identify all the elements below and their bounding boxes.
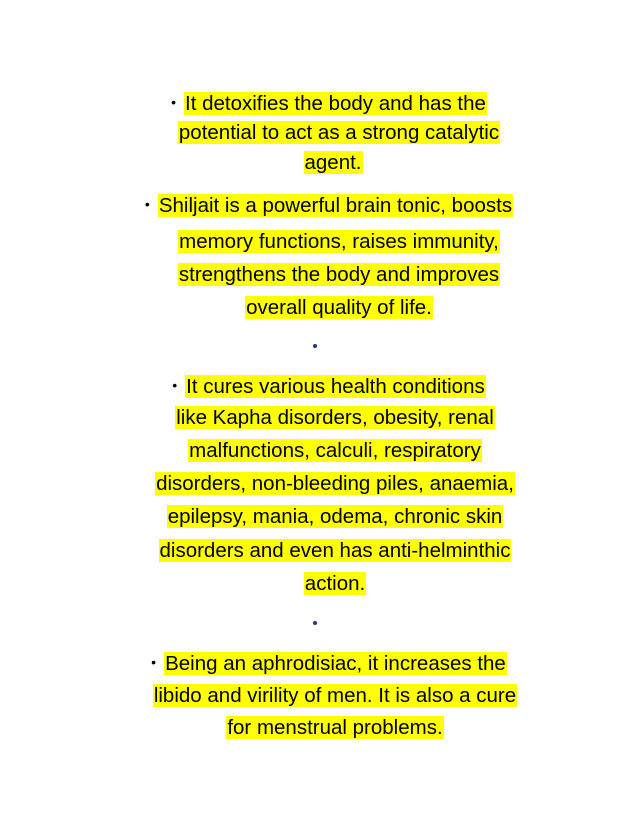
- bullet-item-4-line-3: for menstrual problems.: [227, 716, 443, 739]
- bullet-icon: •: [151, 654, 157, 670]
- bullet-item-2-line-3: strengthens the body and improves: [178, 263, 500, 286]
- separator-dot: [313, 621, 317, 625]
- bullet-item-2-line-1: • Shiljait is a powerful brain tonic, boosts: [144, 194, 513, 217]
- bullet-item-3-line-5: epilepsy, mania, odema, chronic skin: [167, 505, 503, 528]
- bullet-item-3-line-3: malfunctions, calculi, respiratory: [189, 439, 481, 462]
- bullet-item-4-line-2: libido and virility of men. It is also a cure: [153, 684, 517, 707]
- bullet-item-1-line-2: potential to act as a strong catalytic: [178, 121, 500, 144]
- bullet-icon: •: [144, 196, 150, 212]
- bullet-item-3-line-1: • It cures various health conditions: [172, 375, 485, 398]
- bullet-item-1-line-3: agent.: [304, 151, 362, 174]
- bullet-item-2-line-2: memory functions, raises immunity,: [179, 230, 499, 253]
- bullet-item-3-line-2: like Kapha disorders, obesity, renal: [176, 406, 494, 429]
- bullet-item-3-line-6: disorders and even has anti-helminthic: [159, 539, 511, 562]
- bullet-item-2-line-4: overall quality of life.: [246, 296, 432, 319]
- bullet-icon: •: [172, 377, 178, 393]
- bullet-item-3-line-4: disorders, non-bleeding piles, anaemia,: [156, 472, 514, 495]
- bullet-item-1-line-1: • It detoxifies the body and has the: [171, 92, 486, 115]
- bullet-item-4-line-1: • Being an aphrodisiac, it increases the: [151, 652, 506, 675]
- bullet-icon: •: [171, 94, 177, 110]
- separator-dot: [313, 344, 317, 348]
- bullet-item-3-line-7: action.: [304, 572, 366, 595]
